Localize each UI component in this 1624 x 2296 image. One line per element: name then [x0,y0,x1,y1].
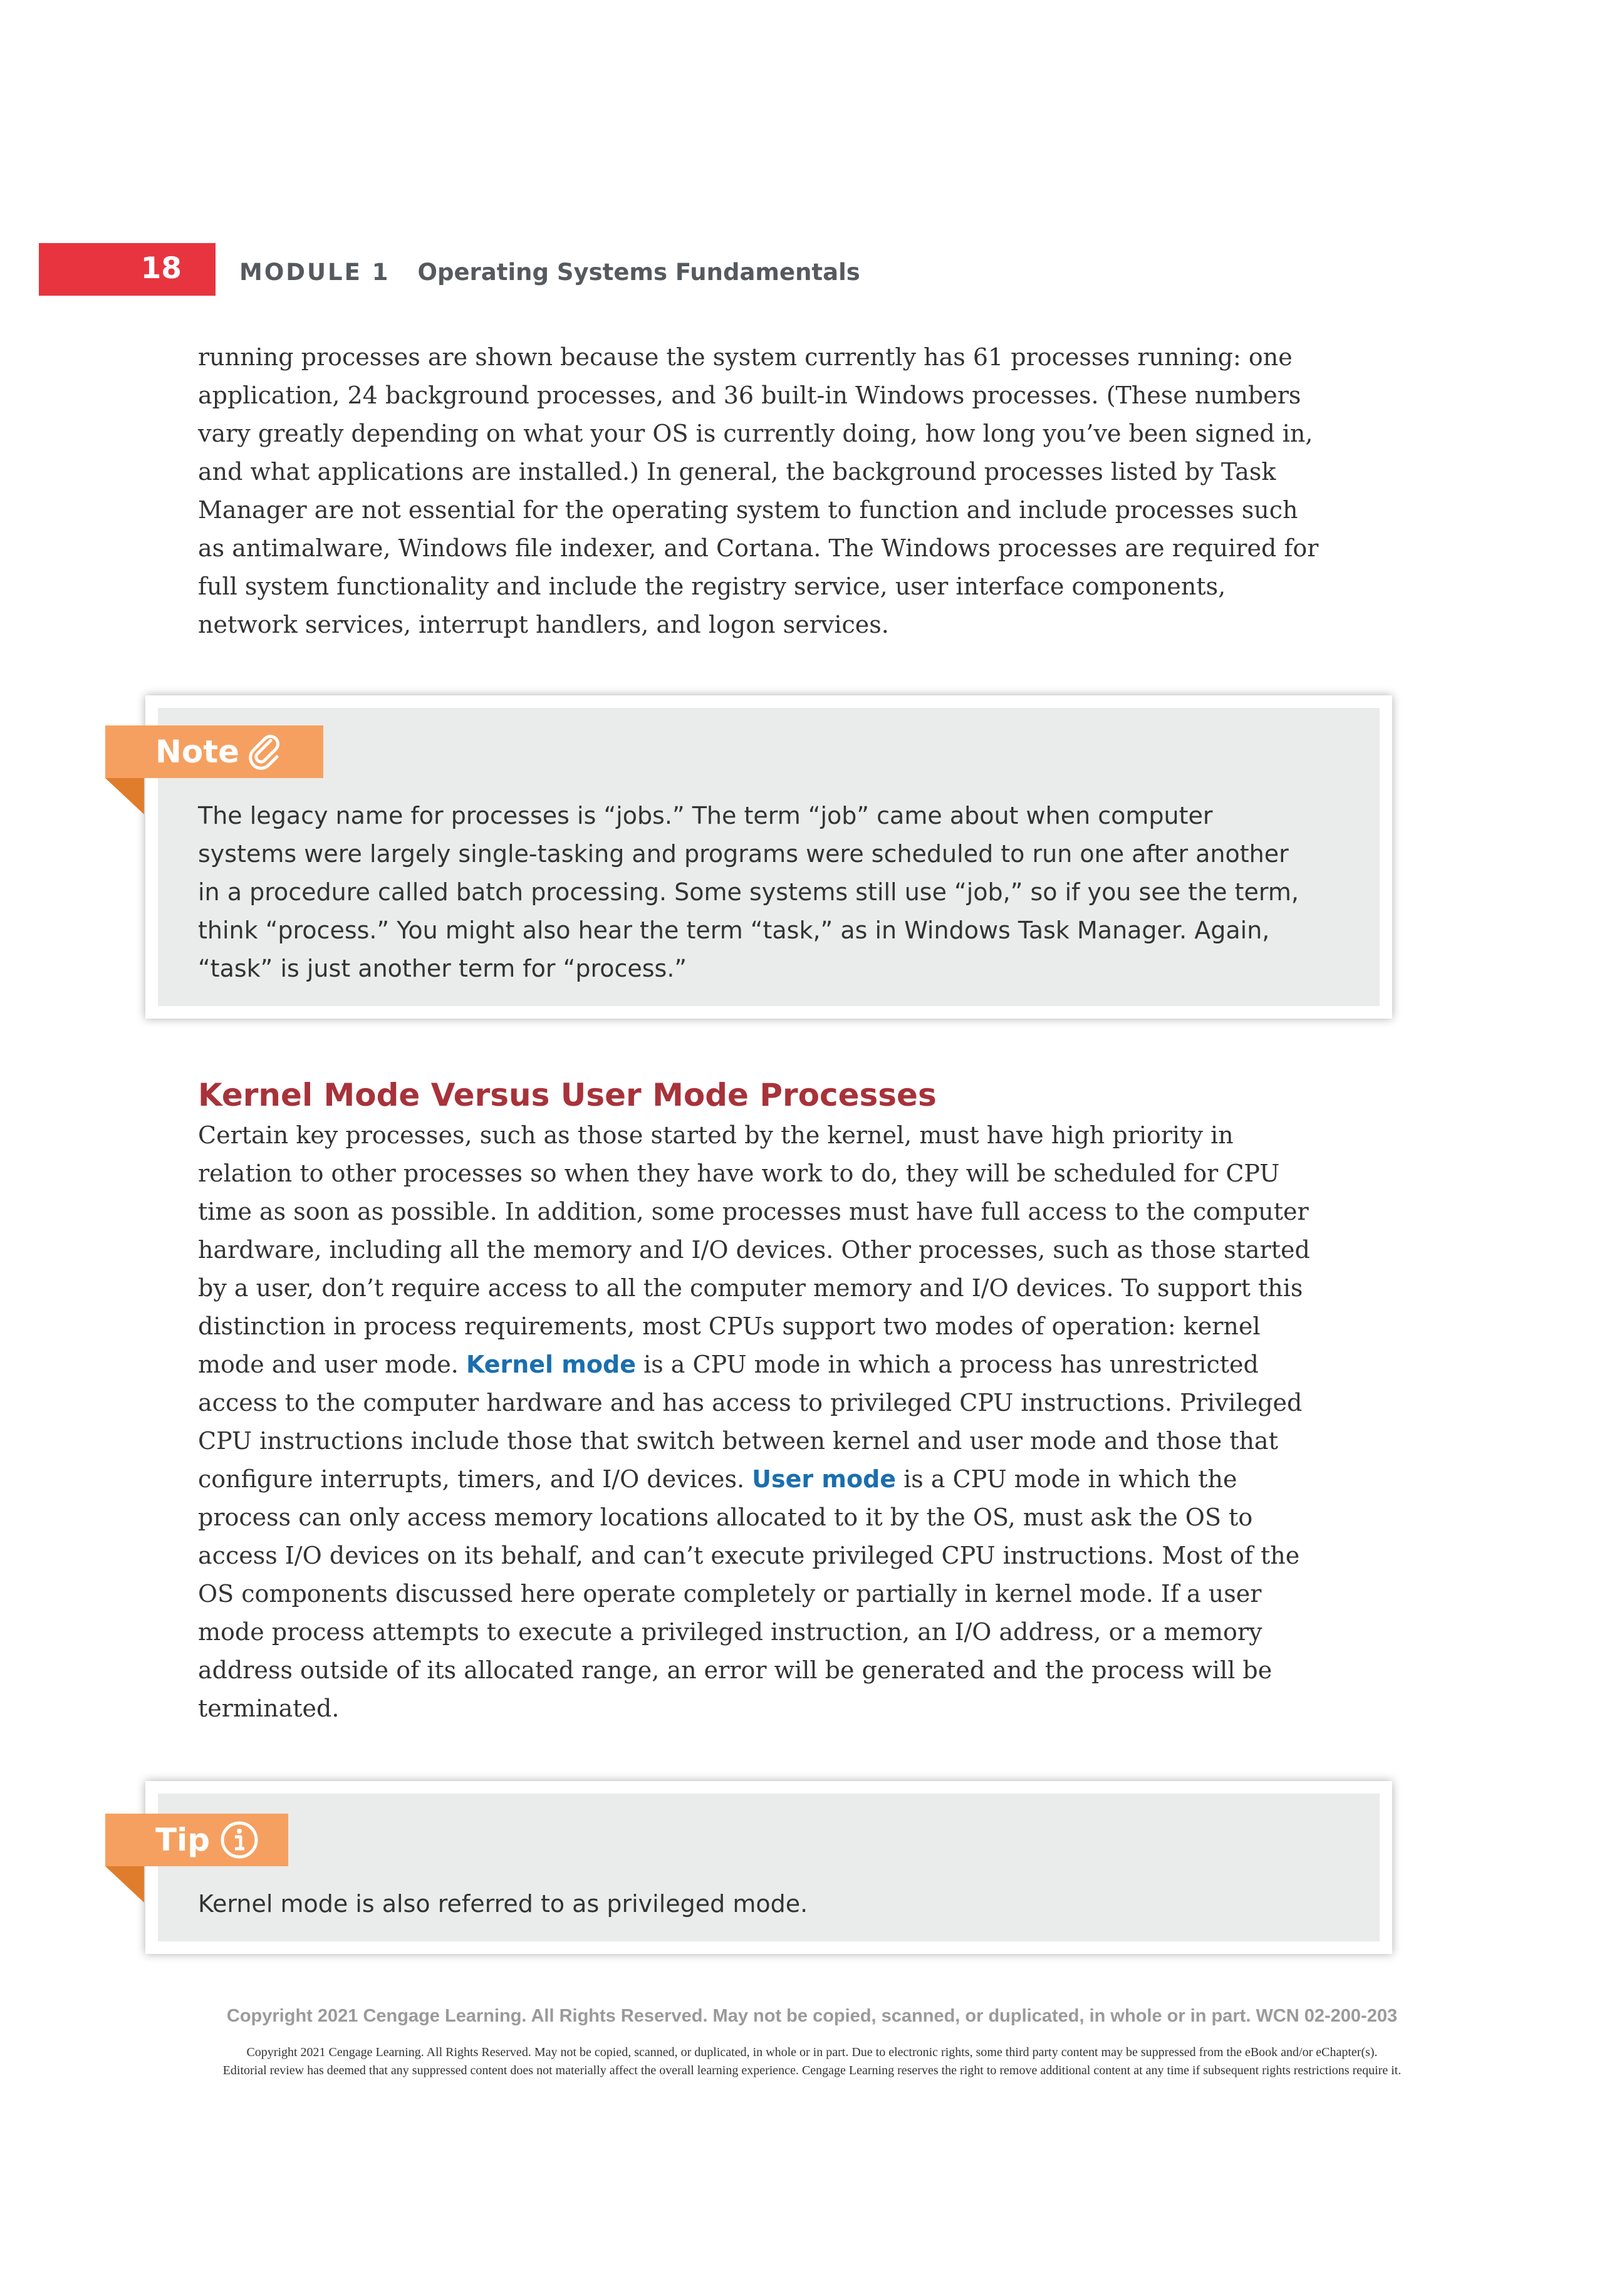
page-number: 18 [140,251,182,286]
paragraph-2-part-c: is a CPU mode in which the process can only access memory locations allocated to it by the OS, must ask the OS to access I/O devices on its behalf, and can’t execute privileged CPU instructions. Most of the OS components discussed here operate completely or partially in kernel mode. If a user mode process attempts to execute a privileged instruction, an I/O address, or a memory address outside of its allocated range, an error will be generated and the process will be terminated. [198,1465,1300,1722]
keyword-user-mode: User mode [752,1465,897,1493]
body-paragraph [198,338,1326,644]
info-circle-icon [219,1820,259,1860]
running-header [239,257,860,288]
tip-callout [145,1781,1392,1954]
note-label: Note [155,734,240,770]
copyright-line-2: Editorial review has deemed that any suppressed content does not materially affect the overall learning experience. Cengage Learning reserves the right to remove additional content at any time if subsequent rights restrictions require it. [222,2064,1402,2077]
tip-tag [105,1814,288,1866]
paragraph-2-part-b: is a CPU mode in which a process has unrestricted access to the computer hardware and has access to privileged CPU instructions. Privileged CPU instructions include those that switch between kernel and user mode and those that configure interrupts, timers, and I/O devices. [198,1351,1303,1493]
note-tag [105,725,323,778]
chapter-title: Operating Systems Fundamentals [417,259,860,286]
copyright-fine-print [0,2044,1624,2080]
note-tag-fold [105,778,144,814]
copyright-line-1: Copyright 2021 Cengage Learning. All Rights Reserved. May not be copied, scanned, or duplicated, in whole or in part. Due to electronic rights, some third party content may be suppressed from the eBook and/or eChapter(s). [246,2045,1378,2059]
page-number-bar [39,243,216,296]
keyword-kernel-mode: Kernel mode [466,1351,636,1378]
note-text: The legacy name for processes is “jobs.” The term “job” came about when computer systems were largely single-tasking and programs were scheduled to run one after another in a procedure called batch processing. Some systems still use “job,” so if you see the term, think “process.” You might also hear the term “task,” as in Windows Task Manager. Again, “task” is just another term for “process.” [198,802,1299,982]
copyright-notice: Copyright 2021 Cengage Learning. All Rights Reserved. May not be copied, scanned, or duplicated, in whole or in part. WCN 02-200-203 [226,2006,1398,2026]
section-body [198,1116,1326,1728]
tip-tag-fold [105,1866,144,1903]
paragraph-1: running processes are shown because the system currently has 61 processes running: one application, 24 background processes, and 36 built-in Windows processes. (These numbers vary greatly depending on what your OS is currently doing, how long you’ve been signed in, and what applications are installed.) In general, the background processes listed by Task Manager are not essential for the operating system to function and include processes such as antimalware, Windows file indexer, and Cortana. The Windows processes are required for full system functionality and include the registry service, user interface components, network services, interrupt handlers, and logon services. [198,343,1319,638]
section-heading: Kernel Mode Versus User Mode Processes [198,1077,937,1113]
module-label: MODULE 1 [239,259,390,286]
paperclip-icon [246,732,286,772]
tip-text: Kernel mode is also referred to as privileged mode. [198,1890,808,1918]
paragraph-2-part-a: Certain key processes, such as those started by the kernel, must have high priority in relation to other processes so when they have work to do, they will be scheduled for CPU time as soon as possible. In addition, some processes must have full access to the computer hardware, including all the memory and I/O devices. Other processes, such as those started by a user, don’t require access to all the computer memory and I/O devices. To support this distinction in process requirements, most CPUs support two modes of operation: kernel mode and user mode. [198,1121,1310,1378]
paragraph-2 [198,1116,1326,1728]
tip-label: Tip [155,1822,211,1858]
